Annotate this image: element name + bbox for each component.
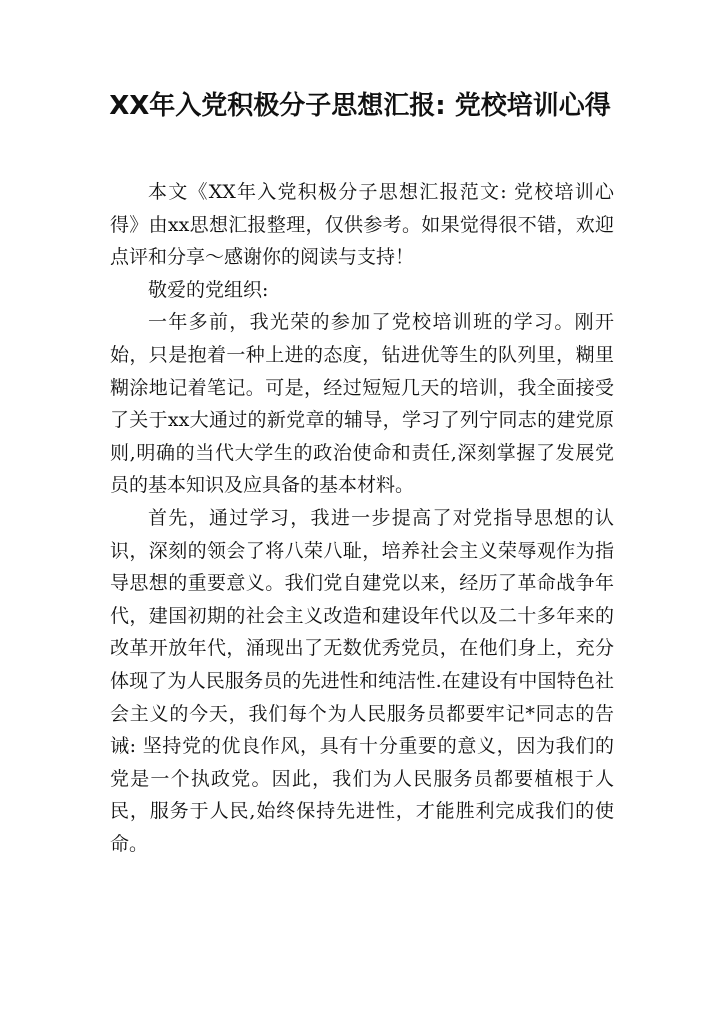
salutation: 敬爱的党组织: — [148, 278, 269, 301]
body-paragraph: 首先，通过学习，我进一步提高了对党指导思想的认识，深刻的领会了将八荣八耻，培养社会主义荣辱观作为指导思想的重要意义。我们党自建党以来，经历了革命战争年代，建国初期的社会主义改造和建设年代以及二十多年来的改革开放年代，涌现出了无数优秀党员，在他们身上，充分体现了为人民服务员的先进性和纯洁性.在建设有中国特色社会主义的今天，我们每个为人民服务员都要牢记*同志的告诫: 坚持党的优良作风，具有十分重要的意义，因为我们的党是一个执政党。因此，我们为人民服务员都要植根于人民，服务于人民,始终保持先进性，才能胜利完成我们的使命。 — [110, 506, 614, 855]
document-title: XX年入党积极分子思想汇报: 党校培训心得 — [109, 91, 611, 121]
document-body — [110, 176, 614, 860]
body-paragraph: 一年多前，我光荣的参加了党校培训班的学习。刚开始，只是抱着一种上进的态度，钻进优等生的队列里，糊里糊涂地记着笔记。可是，经过短短几天的培训，我全面接受了关于xx大通过的新党章的辅导，学习了列宁同志的建党原则,明确的当代大学生的政治使命和责任,深刻掌握了发展党员的基本知识及应具备的基本材料。 — [110, 311, 614, 497]
intro-paragraph: 本文《XX年入党积极分子思想汇报范文: 党校培训心得》由xx思想汇报整理，仅供参考。如果觉得很不错，欢迎点评和分享～感谢你的阅读与支持！ — [110, 181, 614, 269]
